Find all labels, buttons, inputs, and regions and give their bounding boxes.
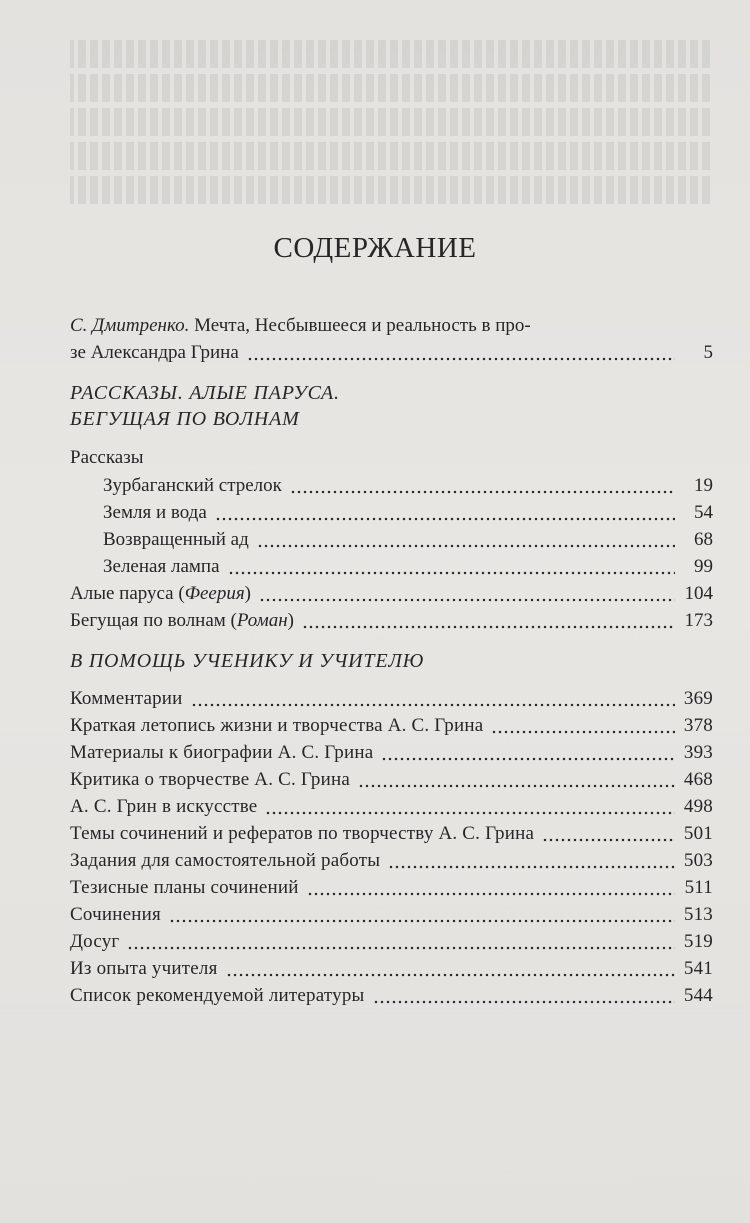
- leader-dots: [302, 625, 675, 629]
- toc-entry: [70, 873, 713, 903]
- page-number: 104: [684, 583, 713, 604]
- entry-title: Тезисные планы сочинений: [70, 877, 299, 898]
- section-heading-stories-line-2: БЕГУЩАЯ ПО ВОЛНАМ: [70, 408, 300, 430]
- leader-dots: [257, 544, 675, 548]
- page-number: 503: [683, 850, 713, 871]
- entry-title: Алые паруса (: [70, 583, 185, 604]
- section-heading-stories-line-1: РАССКАЗЫ. АЛЫЕ ПАРУСА.: [70, 382, 340, 404]
- entry-title: Критика о творчестве А. С. Грина: [70, 769, 350, 790]
- page-number: 511: [684, 877, 713, 898]
- leader-dots: [491, 730, 675, 734]
- page-number: 519: [683, 931, 713, 952]
- entry-genre: Феерия: [184, 583, 245, 604]
- toc-entry-story: [103, 525, 713, 555]
- leader-dots: [307, 892, 675, 896]
- toc-entry-story: [103, 552, 713, 582]
- page-number: 378: [683, 715, 713, 736]
- entry-title: Темы сочинений и рефератов по творчеству А. С. Грина: [70, 823, 535, 844]
- entry-title: Список рекомендуемой литературы: [70, 985, 365, 1006]
- entry-title: Из опыта учителя: [70, 958, 218, 979]
- page-number: 541: [683, 958, 713, 979]
- entry-title: Возвращенный ад: [103, 529, 249, 550]
- section-heading-help: В ПОМОЩЬ УЧЕНИКУ И УЧИТЕЛЮ: [70, 650, 425, 672]
- leader-dots: [388, 865, 675, 869]
- page-number: 544: [683, 985, 713, 1006]
- page-number: 513: [683, 904, 713, 925]
- toc-entry-story: [103, 471, 713, 501]
- toc-entry: [70, 684, 713, 714]
- entry-title: Комментарии: [70, 688, 183, 709]
- page-number: 501: [683, 823, 713, 844]
- entry-title: Задания для самостоятельной работы: [70, 850, 381, 871]
- entry-title: Краткая летопись жизни и творчества А. С. Грина: [70, 715, 484, 736]
- toc-entry: [70, 846, 713, 876]
- entry-title: Бегущая по волнам (: [70, 610, 237, 631]
- leader-dots: [381, 757, 675, 761]
- leader-dots: [259, 598, 675, 602]
- toc-entry: [70, 954, 713, 984]
- toc-entry: [70, 981, 713, 1011]
- toc-entry-work: [70, 606, 713, 636]
- page-number: 369: [683, 688, 713, 709]
- page-number: 99: [694, 556, 713, 577]
- entry-title: Досуг: [70, 931, 120, 952]
- entry-title: Зурбаганский стрелок: [103, 475, 282, 496]
- toc-entry-story: [103, 498, 713, 528]
- toc-entry: [70, 819, 713, 849]
- page-number: 5: [703, 342, 713, 363]
- entry-close-paren: ): [287, 610, 294, 631]
- leader-dots: [358, 784, 675, 788]
- intro-author: С. Дмитренко.: [70, 315, 190, 336]
- toc-entry: [70, 738, 713, 768]
- leader-dots: [215, 517, 675, 521]
- page-number: 173: [684, 610, 713, 631]
- entry-title: А. С. Грин в искусстве: [70, 796, 258, 817]
- toc-entry-intro: [70, 338, 713, 368]
- stories-subheading: Рассказы: [70, 447, 144, 468]
- entry-close-paren: ): [244, 583, 251, 604]
- leader-dots: [191, 703, 675, 707]
- toc-entry: [70, 765, 713, 795]
- entry-title: Материалы к биографии А. С. Грина: [70, 742, 374, 763]
- leader-dots: [169, 919, 675, 923]
- entry-title: Сочинения: [70, 904, 161, 925]
- leader-dots: [247, 357, 675, 361]
- leader-dots: [228, 571, 676, 575]
- page-number: 54: [694, 502, 713, 523]
- page-number: 393: [683, 742, 713, 763]
- show-through-text: [70, 40, 710, 220]
- toc-entry: [70, 792, 713, 822]
- page-number: 468: [683, 769, 713, 790]
- toc-entry-work: [70, 579, 713, 609]
- entry-title: Земля и вода: [103, 502, 207, 523]
- page-number: 19: [694, 475, 713, 496]
- page-number: 68: [694, 529, 713, 550]
- leader-dots: [542, 838, 675, 842]
- toc-entry: [70, 711, 713, 741]
- leader-dots: [226, 973, 675, 977]
- toc-entry: [70, 900, 713, 930]
- leader-dots: [290, 490, 675, 494]
- intro-title-part-1: Мечта, Несбывшееся и реальность в про-: [189, 315, 531, 336]
- page-title: СОДЕРЖАНИЕ: [273, 232, 477, 264]
- intro-title-part-2: зе Александра Грина: [70, 342, 239, 363]
- intro-line-1: [70, 311, 713, 341]
- entry-genre: Роман: [236, 610, 288, 631]
- leader-dots: [373, 1000, 675, 1004]
- toc-entry: [70, 927, 713, 957]
- leader-dots: [265, 811, 675, 815]
- page-number: 498: [683, 796, 713, 817]
- leader-dots: [127, 946, 675, 950]
- entry-title: Зеленая лампа: [103, 556, 220, 577]
